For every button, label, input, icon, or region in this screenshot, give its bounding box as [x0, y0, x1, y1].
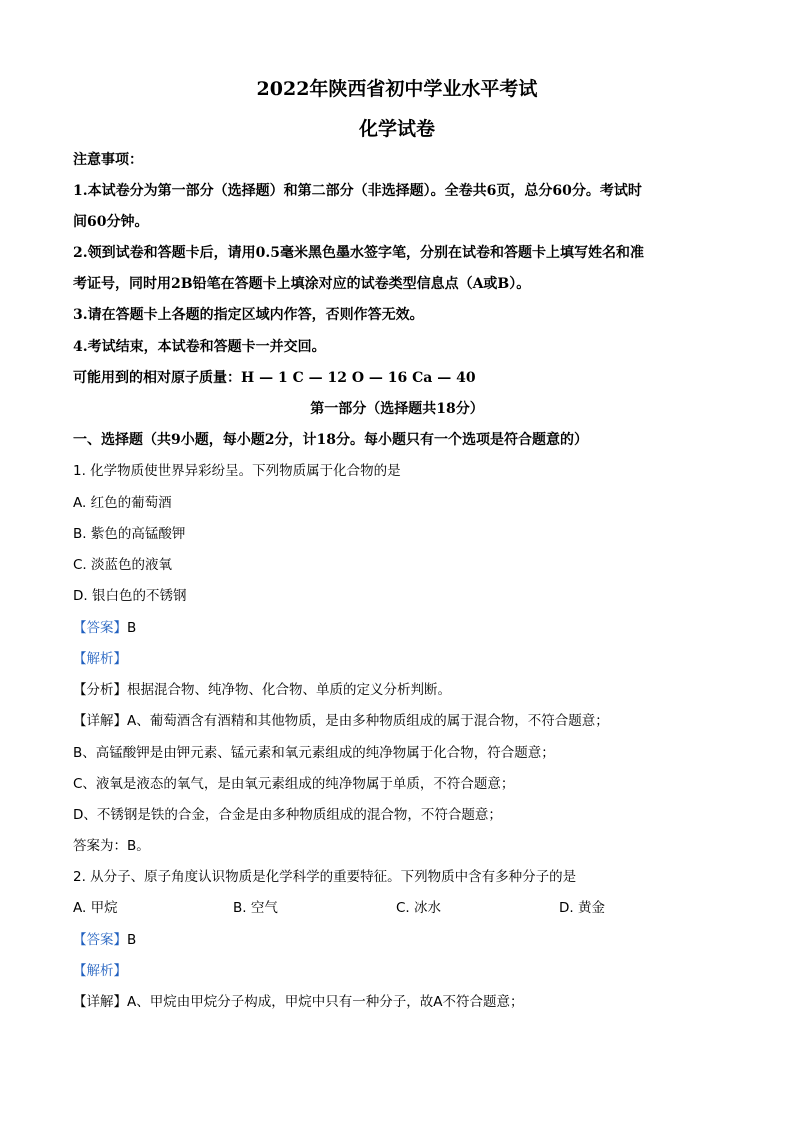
q2-analysis-row	[73, 961, 127, 981]
section-instructions: 一、选择题（共9小题，每小题2分，计18分。每小题只有一个选项是符合题意的）	[73, 432, 588, 448]
q1-fenxi-row	[73, 680, 451, 700]
exam-title: 2022年陕西省初中学业水平考试	[256, 78, 538, 100]
q1-xiangjie-row	[73, 711, 609, 731]
q1-explain-d: D、不锈钢是铁的合金，合金是由多种物质组成的混合物，不符合题意；	[73, 807, 502, 823]
q1-fenxi: 根据混合物、纯净物、化合物、单质的定义分析判断。	[127, 682, 451, 698]
q1-answer-row	[73, 618, 136, 638]
q2-option-d: D. 黄金	[559, 900, 605, 916]
answer-tag: 【答案】	[73, 620, 127, 636]
q1-answer: B	[127, 620, 137, 636]
analysis-tag: 【解析】	[73, 651, 127, 667]
q1-xiangjie-a: A、葡萄酒含有酒精和其他物质，是由多种物质组成的属于混合物，不符合题意；	[127, 713, 609, 729]
part-title: 第一部分（选择题共18分）	[310, 401, 484, 417]
answer-tag: 【答案】	[73, 932, 127, 948]
q1-option-c: C. 淡蓝色的液氧	[73, 557, 173, 573]
q1-explain-b: B、高锰酸钾是由钾元素、锰元素和氧元素组成的纯净物属于化合物，符合题意；	[73, 745, 555, 761]
notice-item-3: 3.请在答题卡上各题的指定区域内作答，否则作答无效。	[73, 307, 424, 323]
exam-subtitle: 化学试卷	[358, 118, 435, 140]
analysis-tag: 【解析】	[73, 963, 127, 979]
notice-item-2-line-1: 2.领到试卷和答题卡后，请用0.5毫米黑色墨水签字笔，分别在试卷和答题卡上填写姓名和准	[73, 245, 644, 261]
q2-option-b: B. 空气	[233, 900, 278, 916]
atomic-mass-line: 可能用到的相对原子质量：H — 1 C — 12 O — 16 Ca — 40	[73, 370, 476, 386]
notice-item-2-line-2: 考证号，同时用2B铅笔在答题卡上填涂对应的试卷类型信息点（A或B）。	[73, 276, 531, 292]
q1-final-answer: 答案为：B。	[73, 838, 150, 854]
notice-item-1-line-1: 1.本试卷分为第一部分（选择题）和第二部分（非选择题）。全卷共6页，总分60分。考试时	[73, 183, 642, 199]
q2-answer: B	[127, 932, 137, 948]
q1-option-b: B. 紫色的高锰酸钾	[73, 526, 186, 542]
q1-option-a: A. 红色的葡萄酒	[73, 495, 172, 511]
notice-item-4: 4.考试结束，本试卷和答题卡一并交回。	[73, 339, 326, 355]
notice-heading: 注意事项：	[73, 152, 143, 168]
notice-item-1-line-2: 间60分钟。	[73, 214, 149, 230]
q2-option-c: C. 冰水	[396, 900, 442, 916]
q2-xiangjie-row	[73, 992, 523, 1012]
xiangjie-tag: 【详解】	[73, 713, 127, 729]
q2-stem: 2. 从分子、原子角度认识物质是化学科学的重要特征。下列物质中含有多种分子的是	[73, 869, 577, 885]
fenxi-tag: 【分析】	[73, 682, 127, 698]
q1-stem: 1. 化学物质使世界异彩纷呈。下列物质属于化合物的是	[73, 463, 401, 479]
q2-option-a: A. 甲烷	[73, 900, 118, 916]
q1-analysis-row	[73, 649, 127, 669]
q2-answer-row	[73, 930, 136, 950]
xiangjie-tag: 【详解】	[73, 994, 127, 1010]
q1-option-d: D. 银白色的不锈钢	[73, 588, 187, 604]
q1-explain-c: C、液氧是液态的氧气，是由氧元素组成的纯净物属于单质，不符合题意；	[73, 776, 515, 792]
q2-xiangjie-a: A、甲烷由甲烷分子构成，甲烷中只有一种分子，故A不符合题意；	[127, 994, 524, 1010]
